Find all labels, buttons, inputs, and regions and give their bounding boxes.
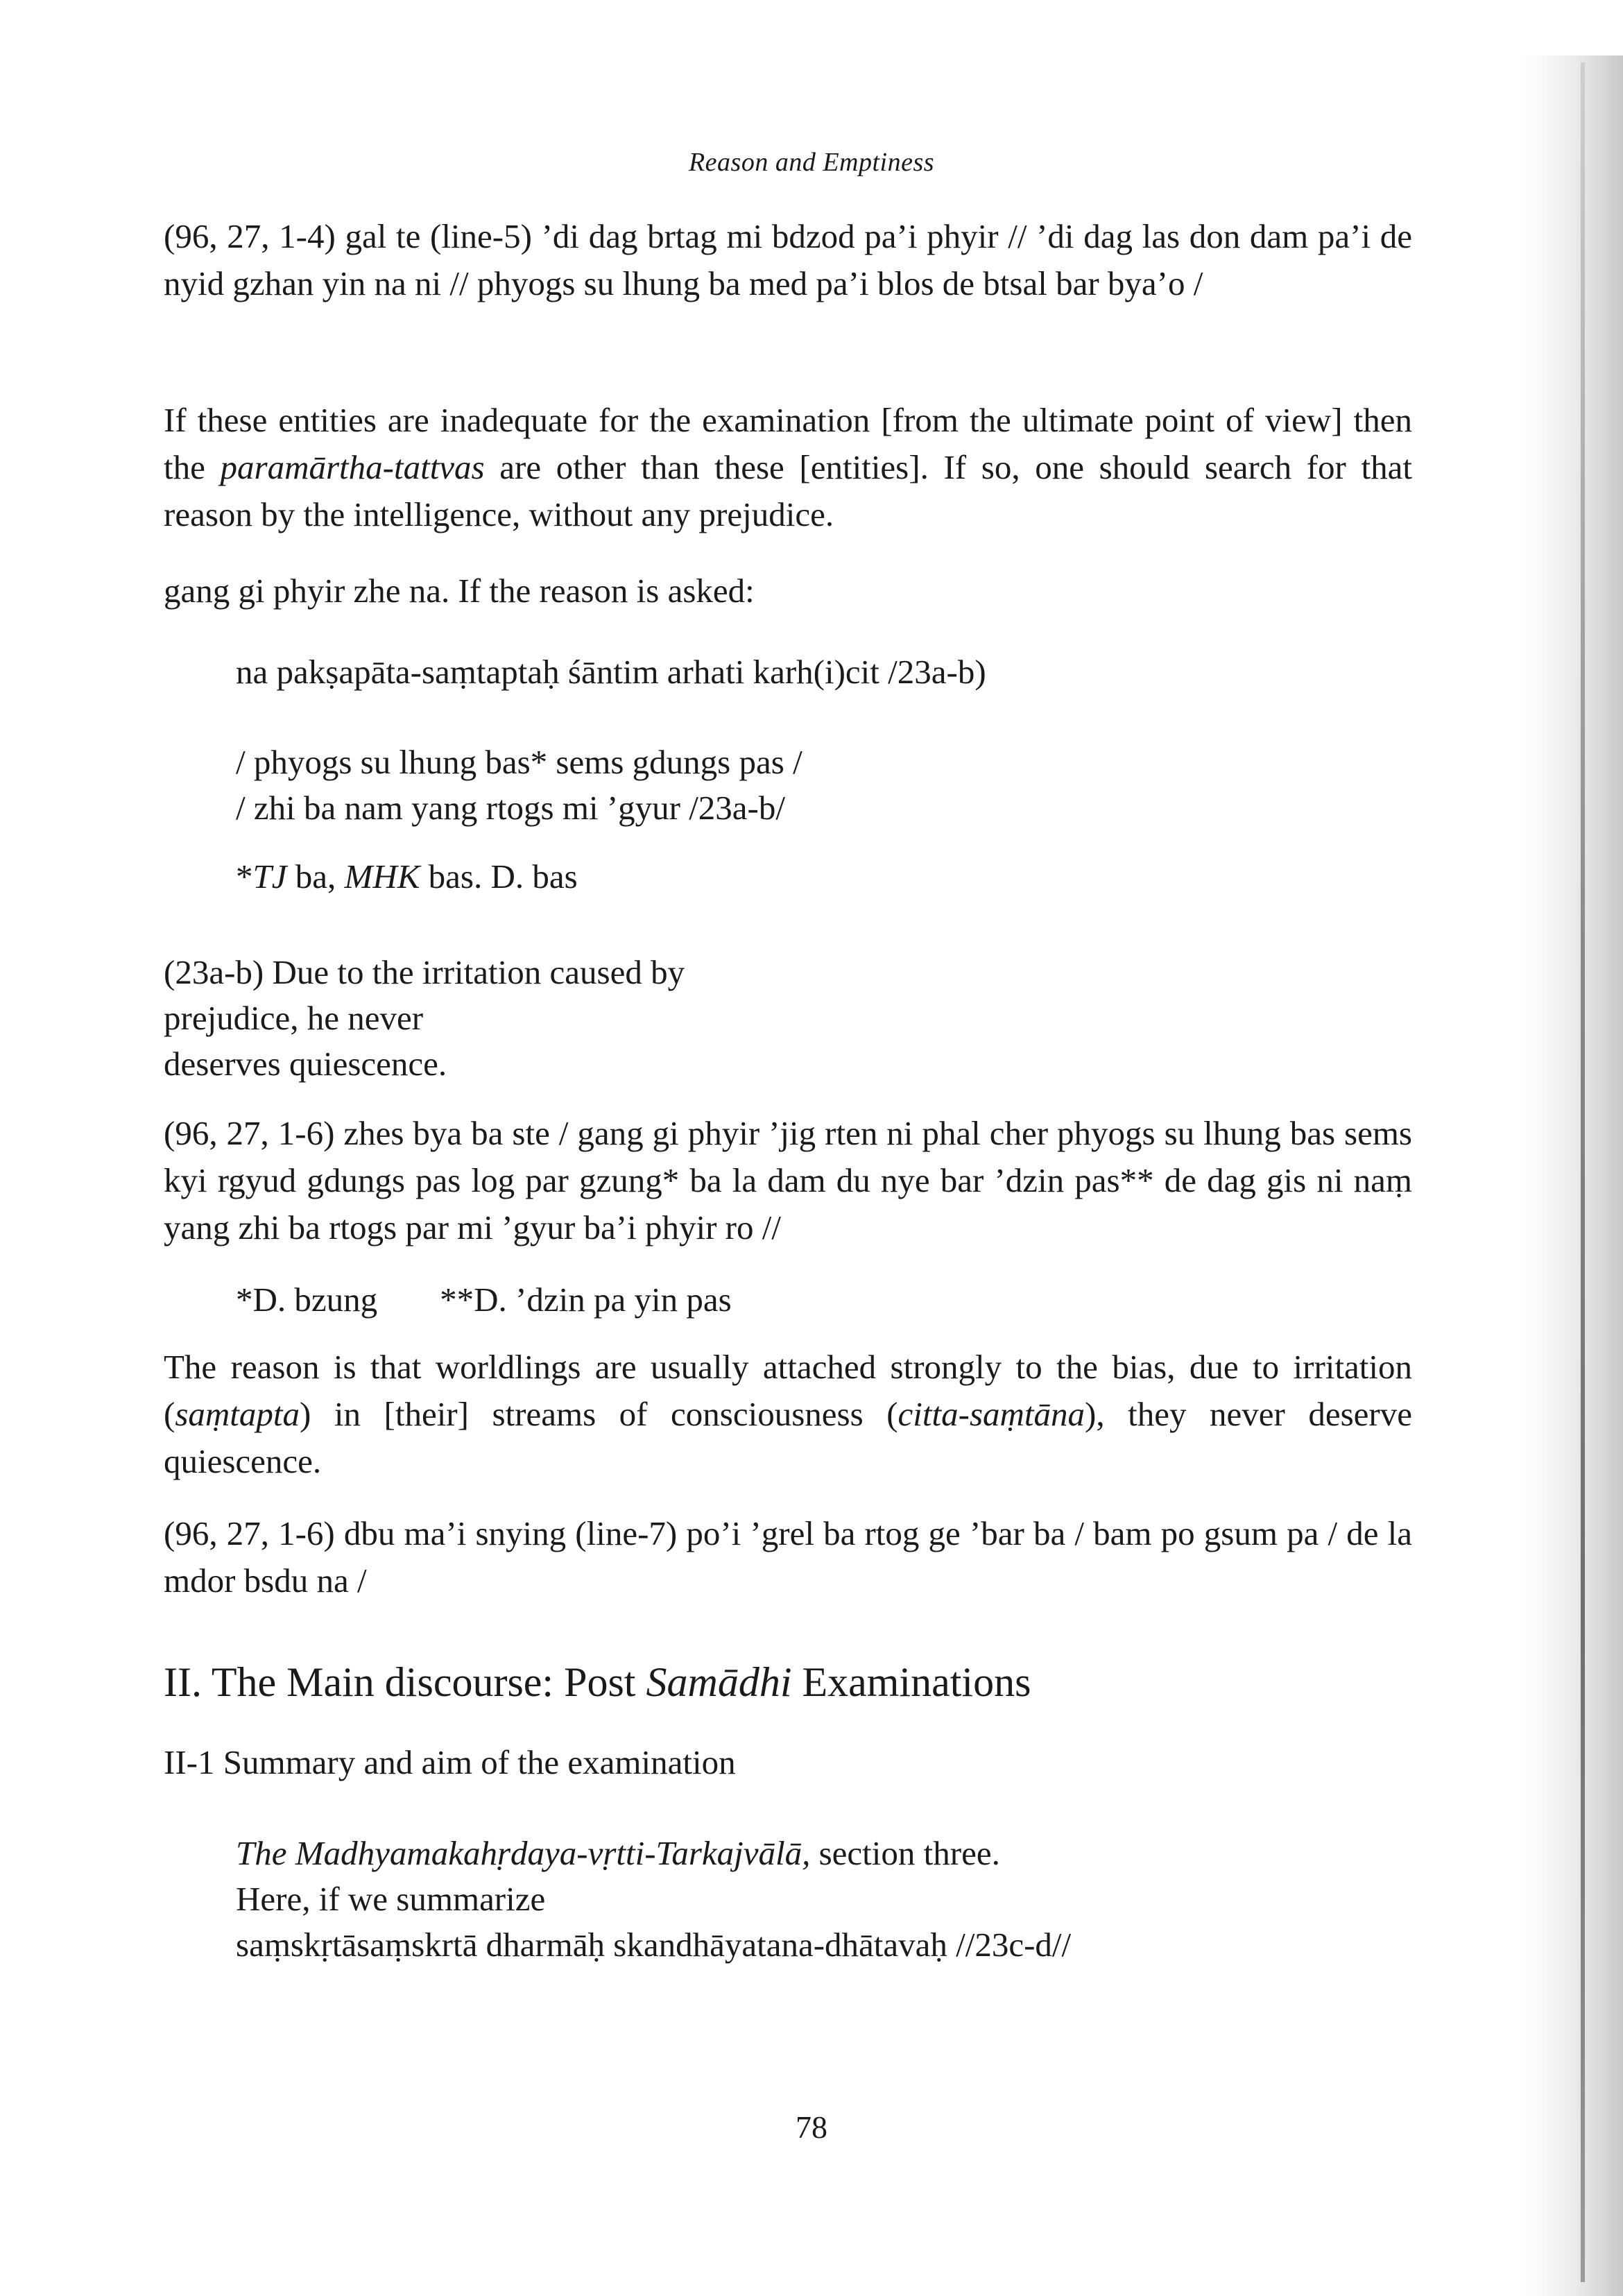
section-heading: II. The Main discourse: Post Samādhi Examinations bbox=[164, 1659, 1031, 1705]
verse-tibetan-line-2: / zhi ba nam yang rtogs mi ’gyur /23a-b/ bbox=[236, 789, 785, 827]
book-spine-shadow bbox=[1519, 55, 1623, 2296]
page-number: 78 bbox=[796, 2109, 827, 2145]
footnote-variant-2: *D. bzung **D. ’dzin pa yin pas bbox=[236, 1280, 732, 1319]
book-spine-edge bbox=[1581, 62, 1585, 2282]
verse-translation-line-3: deserves quiescence. bbox=[164, 1045, 447, 1083]
running-head: Reason and Emptiness bbox=[688, 148, 935, 177]
verse-tibetan-line-1: / phyogs su lhung bas* sems gdungs pas / bbox=[236, 743, 802, 781]
quote-title-line: The Madhyamakahṛdaya-vṛtti-Tarkajvālā, section three. bbox=[236, 1834, 1000, 1872]
quote-line-3: saṃskṛtāsaṃskrtā dharmāḥ skandhāyatana-dhātavaḥ //23c-d// bbox=[236, 1926, 1072, 1964]
paragraph-translation-1: If these entities are inadequate for the examination [from the ultimate point of view] then the paramārtha-tattvas are other than these [entities]. If so, one should search for that reason by the intelligence, without any prejudice. bbox=[164, 401, 1412, 533]
verse-sanskrit: na pakṣapāta-saṃtaptaḥ śāntim arhati karh(i)cit /23a-b) bbox=[236, 653, 986, 691]
subsection-heading: II-1 Summary and aim of the examination bbox=[164, 1743, 736, 1781]
paragraph-translation-2: The reason is that worldlings are usually attached strongly to the bias, due to irritation (saṃtapta) in [their] streams of consciousness (citta-saṃtāna), they never deserve quiescence. bbox=[164, 1348, 1412, 1480]
footnote-variant-1: *TJ ba, MHK bas. D. bas bbox=[236, 857, 578, 896]
paragraph-tibetan-1: (96, 27, 1-4) gal te (line-5) ’di dag brtag mi bdzod pa’i phyir // ’di dag las don dam pa’i de nyid gzhan yin na ni // phyogs su lhung ba med pa’i blos de btsal bar bya’o / bbox=[164, 217, 1412, 302]
paragraph-tibetan-2: (96, 27, 1-6) zhes bya ba ste / gang gi phyir ’jig rten ni phal cher phyogs su lhung bas sems kyi rgyud gdungs pas log par gzung* ba la dam du nye bar ’dzin pas** de dag gis ni naṃ yang zhi ba rtogs par mi ’gyur ba’i phyir ro // bbox=[164, 1114, 1412, 1246]
paragraph-tibetan-3: (96, 27, 1-6) dbu ma’i snying (line-7) po’i ’grel ba rtog ge ’bar ba / bam po gsum pa / de la mdor bsdu na / bbox=[164, 1514, 1412, 1600]
verse-translation-line-1: (23a-b) Due to the irritation caused by bbox=[164, 953, 685, 991]
paragraph-question: gang gi phyir zhe na. If the reason is asked: bbox=[164, 572, 755, 610]
quote-line-2: Here, if we summarize bbox=[236, 1880, 546, 1918]
verse-translation-line-2: prejudice, he never bbox=[164, 999, 424, 1037]
